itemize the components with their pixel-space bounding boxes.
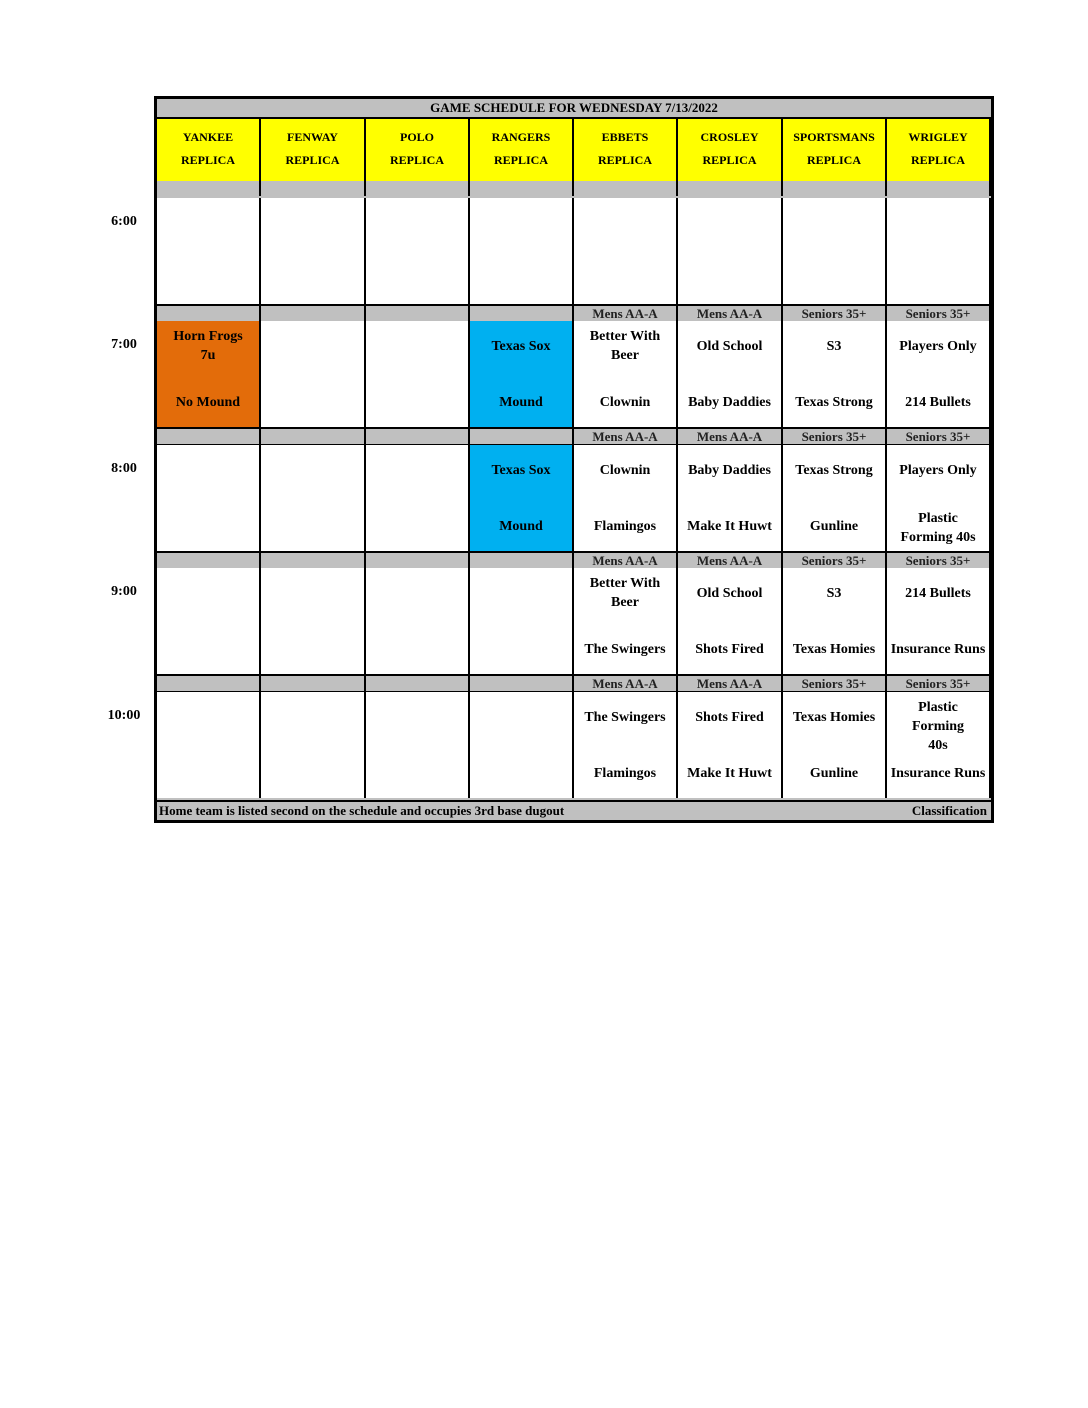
away-team: S3: [826, 586, 842, 601]
game-cell: [261, 568, 366, 674]
field-name: CROSLEY: [700, 130, 759, 144]
field-header-yankee: [157, 119, 261, 181]
classification-cell: Mens AA-A: [574, 676, 678, 691]
away-team: The Swingers: [584, 710, 666, 725]
field-name: RANGERS: [491, 130, 551, 144]
away-team: Texas Sox: [491, 339, 551, 354]
game-cell: [783, 321, 887, 427]
home-team-note: Home team is listed second on the schedule and occupies 3rd base dugout: [159, 803, 565, 818]
game-cell: [470, 321, 574, 427]
classification-cell: [366, 429, 470, 444]
field-subtitle: REPLICA: [597, 153, 652, 167]
home-team: No Mound: [175, 395, 241, 410]
classification-cell: Mens AA-A: [678, 429, 783, 444]
field-name: SPORTSMANS: [793, 130, 875, 144]
game-cell: [574, 198, 678, 304]
home-team: Mound: [499, 395, 543, 410]
schedule-footer: [157, 800, 991, 820]
home-team: Clownin: [599, 395, 651, 410]
home-team: Plastic Forming 40s: [900, 511, 976, 545]
classification-row: [157, 427, 991, 446]
header-gap-cell: [261, 181, 366, 196]
game-cell: [783, 568, 887, 674]
header-gap-cell: [783, 181, 887, 196]
classification-cell: [366, 676, 470, 691]
classification-cell: [261, 306, 366, 321]
classification-cell: [470, 306, 574, 321]
classification-cell: [366, 553, 470, 568]
game-cell: [366, 692, 470, 798]
field-header-polo: [366, 119, 470, 181]
home-team: Texas Homies: [792, 642, 876, 657]
home-team: 214 Bullets: [905, 395, 971, 410]
away-team: Horn Frogs 7u: [173, 329, 243, 363]
classification-row: [157, 674, 991, 693]
header-gap-cell: [470, 181, 574, 196]
away-team: 214 Bullets: [905, 586, 971, 601]
time-label: 10:00: [107, 708, 141, 723]
classification-cell: Seniors 35+: [887, 306, 991, 321]
away-team: Old School: [696, 339, 763, 354]
home-team: Mound: [499, 519, 543, 534]
home-team: Insurance Runs: [890, 642, 986, 657]
time-label: 7:00: [111, 337, 137, 352]
field-subtitle: REPLICA: [389, 153, 444, 167]
classification-cell: Seniors 35+: [783, 553, 887, 568]
time-label: 8:00: [111, 461, 137, 476]
field-name: WRIGLEY: [908, 130, 968, 144]
classification-cell: [470, 676, 574, 691]
classification-cell: Seniors 35+: [887, 429, 991, 444]
game-cell: [887, 321, 991, 427]
game-cell: [366, 445, 470, 551]
game-cell: [470, 198, 574, 304]
game-cell: [261, 692, 366, 798]
field-header-sportsmans: [783, 119, 887, 181]
field-subtitle: REPLICA: [285, 153, 340, 167]
home-team: The Swingers: [584, 642, 666, 657]
time-label: 6:00: [111, 214, 137, 229]
field-header-fenway: [261, 119, 366, 181]
classification-cell: Seniors 35+: [783, 429, 887, 444]
classification-cell: Mens AA-A: [678, 676, 783, 691]
classification-cell: [261, 676, 366, 691]
game-cell: [366, 568, 470, 674]
away-team: Clownin: [599, 463, 651, 478]
classification-cell: Seniors 35+: [887, 553, 991, 568]
time-label: 9:00: [111, 584, 137, 599]
classification-cell: [470, 553, 574, 568]
game-cell: [470, 692, 574, 798]
home-team: Insurance Runs: [890, 766, 986, 781]
field-name: EBBETS: [601, 130, 649, 144]
away-team: Texas Homies: [792, 710, 876, 725]
field-subtitle: REPLICA: [493, 153, 548, 167]
game-cell: [887, 198, 991, 304]
header-gap-cell: [887, 181, 991, 196]
field-subtitle: REPLICA: [910, 153, 965, 167]
classification-cell: Mens AA-A: [574, 429, 678, 444]
field-header-rangers: [470, 119, 574, 181]
classification-cell: Seniors 35+: [887, 676, 991, 691]
game-cell: [157, 445, 261, 551]
header-gap-cell: [574, 181, 678, 196]
header-gap-cell: [366, 181, 470, 196]
classification-cell: [470, 429, 574, 444]
home-team: Make It Huwt: [687, 519, 772, 534]
classification-label: Classification: [911, 803, 987, 818]
field-subtitle: REPLICA: [806, 153, 861, 167]
classification-cell: Mens AA-A: [678, 306, 783, 321]
game-cell: [157, 198, 261, 304]
home-team: Shots Fired: [695, 642, 764, 657]
away-team: Old School: [696, 586, 763, 601]
header-gap-cell: [157, 181, 261, 196]
game-cell: [366, 321, 470, 427]
classification-cell: Seniors 35+: [783, 676, 887, 691]
game-cell: [678, 445, 783, 551]
away-team: Plastic Forming 40s: [911, 700, 965, 753]
away-team: Better With Beer: [589, 329, 661, 363]
game-cell: [157, 692, 261, 798]
away-team: Texas Strong: [795, 463, 873, 478]
game-cell: [157, 568, 261, 674]
classification-cell: [366, 306, 470, 321]
classification-cell: [157, 306, 261, 321]
field-name: YANKEE: [182, 130, 234, 144]
header-gap-cell: [678, 181, 783, 196]
schedule-grid: [154, 96, 994, 823]
game-cell: [261, 321, 366, 427]
classification-cell: [157, 429, 261, 444]
game-cell: [574, 568, 678, 674]
away-team: Baby Daddies: [688, 463, 771, 478]
away-team: Shots Fired: [695, 710, 764, 725]
game-cell: [366, 198, 470, 304]
classification-cell: [157, 676, 261, 691]
classification-cell: [261, 553, 366, 568]
game-cell: [887, 445, 991, 551]
away-team: Texas Sox: [491, 463, 551, 478]
classification-cell: Mens AA-A: [678, 553, 783, 568]
classification-cell: Mens AA-A: [574, 306, 678, 321]
game-cell: [783, 692, 887, 798]
game-cell: [678, 568, 783, 674]
field-header-wrigley: [887, 119, 991, 181]
away-team: Players Only: [899, 463, 977, 478]
game-cell: [887, 568, 991, 674]
game-cell: [678, 321, 783, 427]
home-team: Gunline: [809, 519, 859, 534]
game-cell: [783, 445, 887, 551]
schedule-title: GAME SCHEDULE FOR WEDNESDAY 7/13/2022: [157, 99, 991, 119]
game-cell: [887, 692, 991, 798]
game-cell: [678, 692, 783, 798]
field-header-crosley: [678, 119, 783, 181]
field-name: FENWAY: [287, 130, 338, 144]
game-cell: [678, 198, 783, 304]
field-header-ebbets: [574, 119, 678, 181]
game-cell: [783, 198, 887, 304]
classification-cell: Seniors 35+: [783, 306, 887, 321]
game-cell: [574, 692, 678, 798]
game-cell: [157, 321, 261, 427]
classification-cell: [261, 429, 366, 444]
home-team: Make It Huwt: [687, 766, 772, 781]
home-team: Texas Strong: [795, 395, 873, 410]
game-cell: [261, 198, 366, 304]
home-team: Flamingos: [593, 766, 657, 781]
away-team: S3: [826, 339, 842, 354]
field-name: POLO: [399, 130, 434, 144]
game-cell: [470, 445, 574, 551]
game-cell: [574, 445, 678, 551]
away-team: Players Only: [899, 339, 977, 354]
classification-cell: Mens AA-A: [574, 553, 678, 568]
away-team: Better With Beer: [589, 576, 661, 610]
game-cell: [261, 445, 366, 551]
home-team: Baby Daddies: [688, 395, 771, 410]
game-cell: [574, 321, 678, 427]
home-team: Flamingos: [593, 519, 657, 534]
game-cell: [470, 568, 574, 674]
field-subtitle: REPLICA: [180, 153, 235, 167]
field-subtitle: REPLICA: [702, 153, 757, 167]
classification-cell: [157, 553, 261, 568]
home-team: Gunline: [809, 766, 859, 781]
